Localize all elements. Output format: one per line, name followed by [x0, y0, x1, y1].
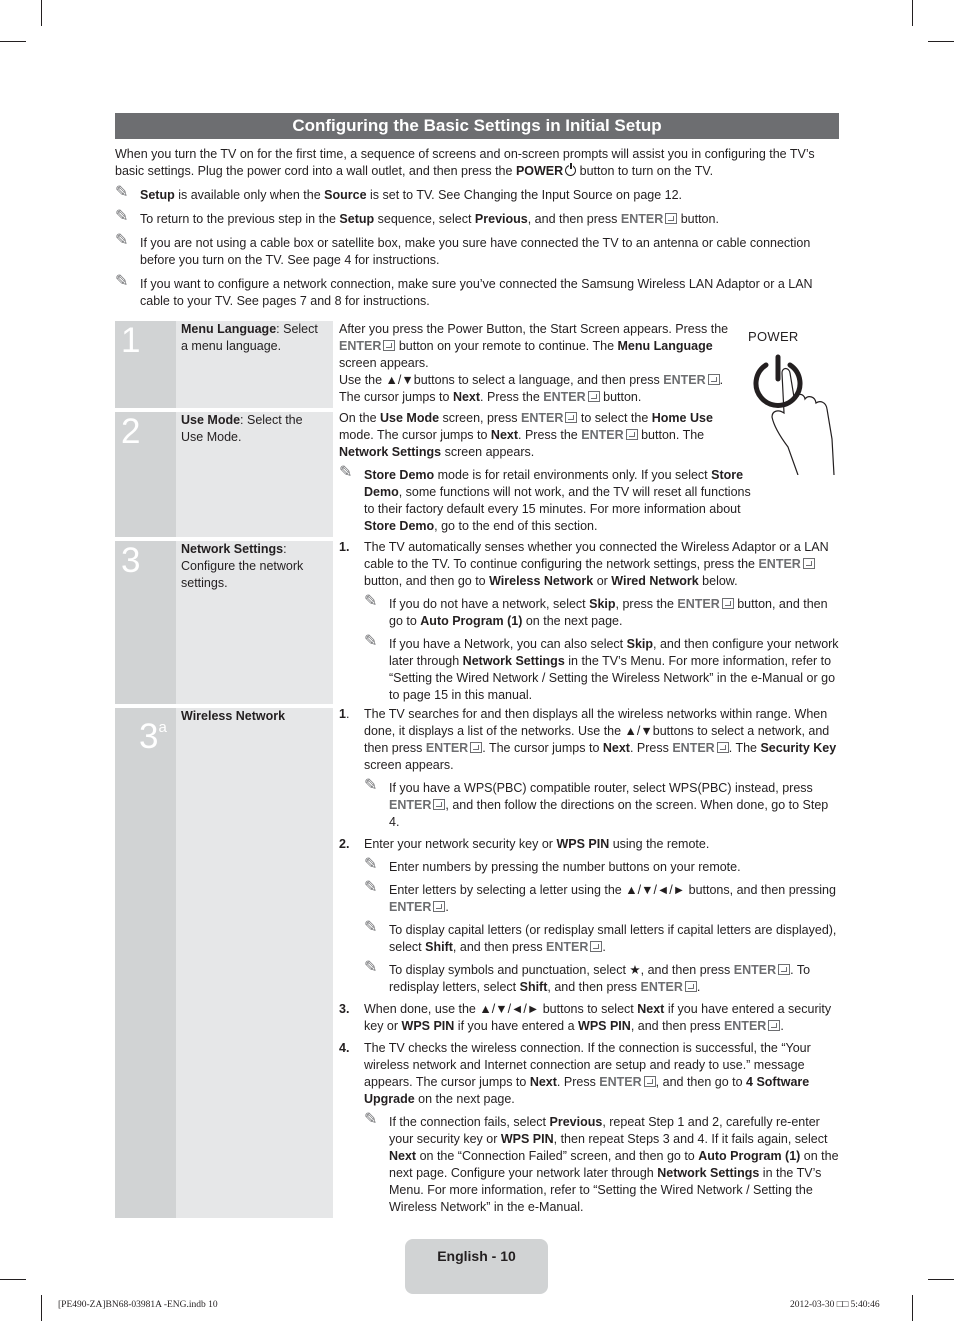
- pencil-note-icon: ✎: [364, 856, 378, 873]
- note: ✎ If the connection fails, select Previous, repeat Step 1 and 2, carefully re-enter your security key or WPS PIN, then repeat Steps 3 and 4. If it fails again, select Next on the “Connection Failed” screen, and then go to Auto Program (1) on the next page. Configure your network later through Network Settings in the TV’s Menu. For more information, refer to “Setting the Wired Network / Setting the Wireless Network” in the e-Manual.: [364, 1111, 839, 1214]
- note: ✎ Enter numbers by pressing the number buttons on your remote.: [364, 856, 741, 874]
- step-row: [115, 321, 841, 410]
- note: ✎ Setup is available only when the Source is set to TV. See Changing the Input Source on page 12.: [115, 184, 683, 202]
- note: ✎ If you have a Network, you can also select Skip, and then configure your network later through Network Settings in the TV’s Menu. For more information, refer to “Setting the Wired Network / Setting the Wireless Network” in the e-Manual or go to page 15 in this manual.: [364, 633, 839, 702]
- crop-mark: [912, 1295, 913, 1321]
- pencil-note-icon: ✎: [364, 1111, 378, 1128]
- note: ✎ If you want to configure a network connection, make sure you’ve connected the Samsung Wireless LAN Adaptor or a LAN cable to your TV. See pages 7 and 8 for instructions.: [115, 273, 813, 308]
- step-label: Network Settings: Configure the network settings.: [176, 539, 333, 706]
- step-paragraph: On the Use Mode screen, press ENTER to select the Home Use mode. The cursor jumps to Next. Press the ENTER button. The Network Settings screen appears.: [339, 411, 713, 459]
- step-row: [115, 539, 841, 706]
- note: ✎ To display symbols and punctuation, select ★, and then press ENTER . To redisplay letters, select Shift, and then press ENTER .: [364, 959, 811, 994]
- enter-icon: [722, 598, 734, 609]
- pencil-note-icon: ✎: [364, 919, 378, 936]
- note: ✎ If you are not using a cable box or satellite box, make you sure have connected the TV to an antenna or cable connection before you turn on the TV. See page 4 for instructions.: [115, 232, 811, 267]
- footer-file-info: [PE490-ZA]BN68-03981A -ENG.indb 10: [58, 1300, 218, 1310]
- crop-mark: [0, 41, 26, 42]
- note: ✎ If you do not have a network, select Skip, press the ENTER button, and then go to Auto Program (1) on the next page.: [364, 593, 828, 628]
- list-item: 1. The TV searches for and then displays all the wireless networks within range. When done, it displays a list of the networks. Use the ▲/▼buttons to select a network, and then press ENTER . The cursor jumps to Next. Press ENTER . The Security Key screen appears. ✎ If you have a WPS(PBC) compatible router, select WPS(PBC) instead, press ENTER , and then follow the directions on the screen. When done, go to Step 4.: [339, 706, 841, 831]
- step-label: Use Mode: Select the Use Mode.: [176, 410, 333, 539]
- step-paragraph: Use the ▲/▼buttons to select a language, and then press ENTER . The cursor jumps to Next. Press the ENTER button.: [339, 373, 724, 404]
- crop-mark: [0, 1279, 26, 1280]
- section-title: Configuring the Basic Settings in Initial Setup: [115, 113, 839, 139]
- enter-icon: [717, 742, 729, 753]
- note: ✎ Store Demo mode is for retail environments only. If you select Store Demo, some functions will not work, and the TV will reset all functions to their factory default every 15 minutes. For more information about Store Demo, go to the end of this section.: [339, 464, 751, 533]
- pencil-note-icon: ✎: [364, 633, 378, 650]
- enter-icon: [768, 1020, 780, 1031]
- star-icon: ★: [629, 963, 641, 977]
- enter-icon: [470, 742, 482, 753]
- step-description: [333, 539, 841, 706]
- enter-icon: [778, 964, 790, 975]
- footer-timestamp: 2012-03-30 □□ 5:40:46: [790, 1300, 880, 1310]
- crop-mark: [912, 0, 913, 26]
- pencil-note-icon: ✎: [364, 959, 378, 976]
- list-item: 3. When done, use the ▲/▼/◄/► buttons to select Next if you have entered a security key or WPS PIN if you have entered a WPS PIN, and then press ENTER .: [339, 1002, 832, 1033]
- enter-icon: [383, 340, 395, 351]
- enter-icon: [433, 901, 445, 912]
- enter-icon: [588, 391, 600, 402]
- pencil-note-icon: ✎: [364, 593, 378, 610]
- step-list: [339, 539, 841, 704]
- note: ✎ Enter letters by selecting a letter using the ▲/▼/◄/► buttons, and then pressing ENTER .: [364, 879, 836, 914]
- setup-steps-table: [115, 321, 841, 1218]
- step-number: 3$^a$: [115, 706, 176, 1218]
- pencil-note-icon: ✎: [115, 184, 129, 201]
- enter-icon: [665, 213, 677, 224]
- crop-mark: [928, 41, 954, 42]
- power-button-illustration: [748, 327, 840, 475]
- intro-section: [115, 146, 841, 310]
- list-item: 1. The TV automatically senses whether you connected the Wireless Adaptor or a LAN cable to the TV. To continue configuring the network settings, press the ENTER button, and then go to Wireless Network or Wired Network below. ✎ If you do not have a network, select Skip, press the ENTER button, and then go to Auto Program (1) on the next page. ✎ If you have a Network, you can also select Skip, and then configure your network later through Network Settings in the TV’s Menu. For more information, refer to “Setting the Wired Network / Setting the Wireless Network” in the e-Manual or go to page 15 in this manual.: [339, 539, 841, 704]
- step-number: 3: [115, 539, 176, 706]
- step-number: 1: [115, 321, 176, 410]
- enter-icon: [433, 799, 445, 810]
- enter-icon: [708, 374, 720, 385]
- crop-mark: [41, 1295, 42, 1321]
- hand-pressing-power-icon: [748, 327, 840, 475]
- page-number-tab: English - 10: [405, 1239, 548, 1294]
- enter-icon: [685, 981, 697, 992]
- pencil-note-icon: ✎: [115, 273, 129, 290]
- pencil-note-icon: ✎: [339, 464, 353, 481]
- enter-icon: [565, 412, 577, 423]
- note: ✎ To return to the previous step in the Setup sequence, select Previous, and then press ENTER button.: [115, 208, 719, 226]
- note: ✎ To display capital letters (or redisplay small letters if capital letters are displayed), select Shift, and then press ENTER .: [364, 919, 837, 954]
- step-row: [115, 410, 841, 539]
- step-row: [115, 706, 841, 1218]
- enter-icon: [644, 1076, 656, 1087]
- pencil-note-icon: ✎: [364, 879, 378, 896]
- crop-mark: [928, 1279, 954, 1280]
- step-number: 2: [115, 410, 176, 539]
- enter-icon: [626, 429, 638, 440]
- enter-icon: [803, 558, 815, 569]
- step-paragraph: After you press the Power Button, the Start Screen appears. Press the ENTER button on your remote to continue. The Menu Language screen appears.: [339, 322, 729, 370]
- step-label: Wireless Network: [176, 706, 333, 1218]
- step-description: [333, 706, 841, 1218]
- step-label: Menu Language: Select a menu language.: [176, 321, 333, 410]
- pencil-note-icon: ✎: [364, 777, 378, 794]
- pencil-note-icon: ✎: [115, 232, 129, 249]
- enter-icon: [590, 941, 602, 952]
- list-item: 2. Enter your network security key or WPS PIN using the remote. ✎ Enter numbers by pressing the number buttons on your remote. ✎ Enter letters by selecting a letter using the ▲/▼/◄/► buttons, and then pressing ENTER . ✎ To display capital letters (or redisplay small letters if capital letters are displayed), select Shift, and then press ENTER . ✎ To display symbols and punctuation, select ★, and then press ENTER . To redisplay letters, select Shift, and then press ENTER .: [339, 836, 841, 996]
- intro-paragraph: When you turn the TV on for the first time, a sequence of screens and on-screen prompts will assist you in configuring the TV’s basic settings. Plug the power cord into a wall outlet, and then press the POWER button to turn on the TV.: [115, 147, 815, 178]
- power-icon: [565, 165, 576, 176]
- list-item: 4. The TV checks the wireless connection. If the connection is successful, the “Your wireless network and Internet connection are setup and ready to use.” message appears. The cursor jumps to Next. Press ENTER , and then go to 4 Software Upgrade on the next page. ✎ If the connection fails, select Previous, repeat Step 1 and 2, carefully re-enter your security key or WPS PIN, then repeat Steps 3 and 4. If it fails again, select Next on the “Connection Failed” screen, and then go to Auto Program (1) on the next page. Configure your network later through Network Settings in the TV’s Menu. For more information, refer to “Setting the Wired Network / Setting the Wireless Network” in the e-Manual.: [339, 1040, 841, 1216]
- crop-mark: [41, 0, 42, 26]
- power-label: POWER: [748, 329, 799, 344]
- pencil-note-icon: ✎: [115, 208, 129, 225]
- note: ✎ If you have a WPS(PBC) compatible router, select WPS(PBC) instead, press ENTER , and then follow the directions on the screen. When done, go to Step 4.: [364, 777, 829, 829]
- step-list: [339, 706, 841, 1216]
